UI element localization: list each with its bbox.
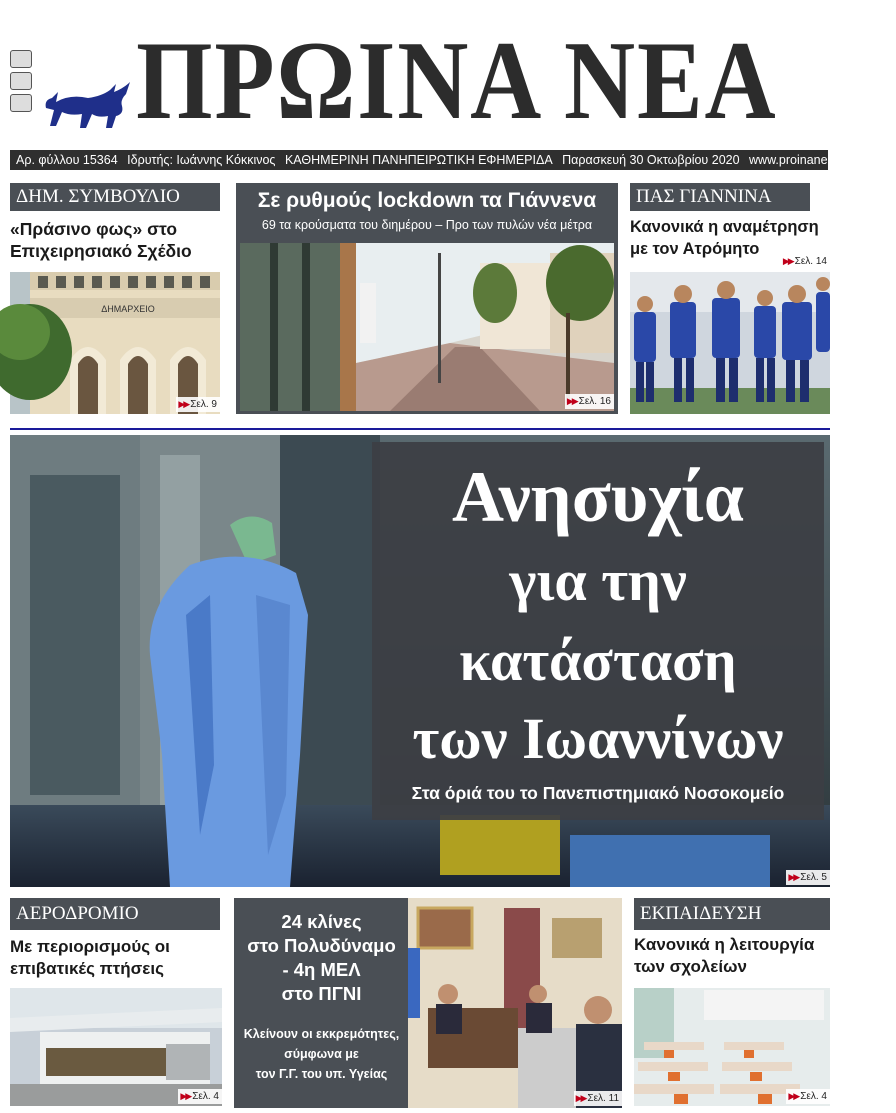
football-image	[630, 272, 830, 414]
subhead-beds	[234, 1024, 409, 1084]
crest-icon	[10, 72, 32, 90]
section-tag-education: ΕΚΠΑΙΔΕΥΣΗ	[634, 898, 830, 930]
page-ref[interactable]: ▶▶ Σελ. 16	[565, 394, 614, 409]
main-headline-box[interactable]	[372, 442, 824, 820]
tagline: ΚΑΘΗΜΕΡΙΝΗ ΠΑΝΗΠΕΙΡΩΤΙΚΗ ΕΦΗΜΕΡΙΔΑ	[284, 153, 553, 167]
photo-meeting[interactable]	[408, 898, 622, 1108]
seal-icon	[10, 94, 32, 112]
issue-number: Αρ. φύλλου 15364	[16, 153, 118, 167]
headline-line: με τον Ατρόμητο	[630, 240, 760, 258]
emblem-column	[10, 50, 38, 136]
subhead-line: Κλείνουν οι εκκρεμότητες,	[243, 1027, 400, 1041]
meeting-image	[408, 898, 622, 1108]
section-tag-council: ΔΗΜ. ΣΥΜΒΟΥΛΙΟ	[10, 183, 220, 211]
page-ref[interactable]: ▶▶ Σελ. 4	[178, 1089, 222, 1104]
hospital-beds-story[interactable]	[234, 898, 409, 1108]
bull-logo-icon	[40, 78, 135, 138]
page-ref[interactable]: ▶▶ Σελ. 9	[176, 397, 220, 412]
page-ref[interactable]: ▶▶ Σελ. 4	[786, 1089, 830, 1104]
headline-line: - 4η ΜΕΛ	[282, 959, 361, 980]
headline-line: Επιχειρησιακό Σχέδιο	[10, 241, 192, 261]
main-headline-line3: κατάσταση	[459, 628, 737, 693]
arrow-icon: ▶▶	[782, 256, 793, 266]
founder: Ιδρυτής: Ιωάννης Κόκκινος	[127, 153, 276, 167]
arrow-icon: ▶▶	[178, 399, 189, 409]
page-ref[interactable]: ▶▶ Σελ. 14	[781, 254, 830, 269]
headline-line: στο ΠΓΝΙ	[281, 983, 362, 1004]
section-tag-airport: ΑΕΡΟΔΡΟΜΙΟ	[10, 898, 220, 930]
headline-line: Με περιορισμούς οι	[10, 937, 170, 956]
main-headline-line1: Ανησυχία	[451, 457, 744, 537]
town-hall-sign: ΔΗΜΑΡΧΕΙΟ	[101, 304, 155, 314]
headline-line: στο Πολυδύναμο	[247, 935, 396, 956]
photo-classroom[interactable]	[634, 988, 830, 1106]
headline-line: των σχολείων	[634, 957, 747, 976]
newspaper-title: ΠΡΩΙΝΑ ΝΕΑ	[136, 19, 778, 143]
emblem-icon	[10, 50, 32, 68]
arrow-icon: ▶▶	[788, 1091, 799, 1101]
main-headline-line4: των Ιωαννίνων	[412, 706, 784, 771]
page-ref[interactable]: ▶▶ Σελ. 5	[786, 870, 830, 885]
main-headline-line2: για την	[509, 548, 687, 613]
issue-date: Παρασκευή 30 Οκτωβρίου 2020	[562, 153, 740, 167]
arrow-icon: ▶▶	[566, 396, 577, 406]
street-image	[240, 243, 614, 411]
photo-town-hall[interactable]	[10, 272, 220, 414]
photo-street[interactable]	[240, 243, 614, 411]
photo-football[interactable]	[630, 256, 830, 414]
arrow-icon: ▶▶	[788, 872, 799, 882]
headline-line: Κανονικά η αναμέτρηση	[630, 218, 819, 236]
section-tag-pas: ΠΑΣ ΓΙΑΝΝΙΝΑ	[630, 183, 810, 211]
headline-airport[interactable]	[10, 936, 230, 980]
arrow-icon: ▶▶	[180, 1091, 191, 1101]
main-subhead: Στα όριά του το Πανεπιστημιακό Νοσοκομείο	[411, 783, 785, 803]
price: €0,50	[858, 153, 890, 167]
town-hall-image	[10, 272, 220, 414]
headline-beds	[234, 910, 409, 1006]
subhead-lockdown: 69 τα κρούσματα του διημέρου – Προ των πυλών νέα μέτρα	[261, 218, 593, 232]
info-bar	[10, 150, 890, 170]
headline-education[interactable]	[634, 934, 834, 978]
headline-lockdown: Σε ρυθμούς lockdown τα Γιάννενα	[257, 189, 597, 212]
arrow-icon: ▶▶	[575, 1093, 586, 1103]
photo-airport[interactable]	[10, 988, 222, 1106]
section-divider	[10, 428, 830, 430]
website-link[interactable]: www.proinanea.gr	[749, 153, 850, 167]
headline-line: επιβατικές πτήσεις	[10, 959, 164, 978]
subhead-line: τον Γ.Γ. του υπ. Υγείας	[255, 1067, 388, 1081]
headline-council[interactable]	[10, 218, 225, 262]
page-ref[interactable]: ▶▶ Σελ. 11	[574, 1091, 622, 1106]
headline-line: 24 κλίνες	[281, 911, 362, 932]
subhead-line: σύμφωνα με	[284, 1047, 359, 1061]
masthead	[0, 0, 870, 148]
lockdown-story[interactable]	[236, 183, 618, 414]
headline-line: Κανονικά η λειτουργία	[634, 935, 815, 954]
headline-line: «Πράσινο φως» στο	[10, 219, 178, 239]
